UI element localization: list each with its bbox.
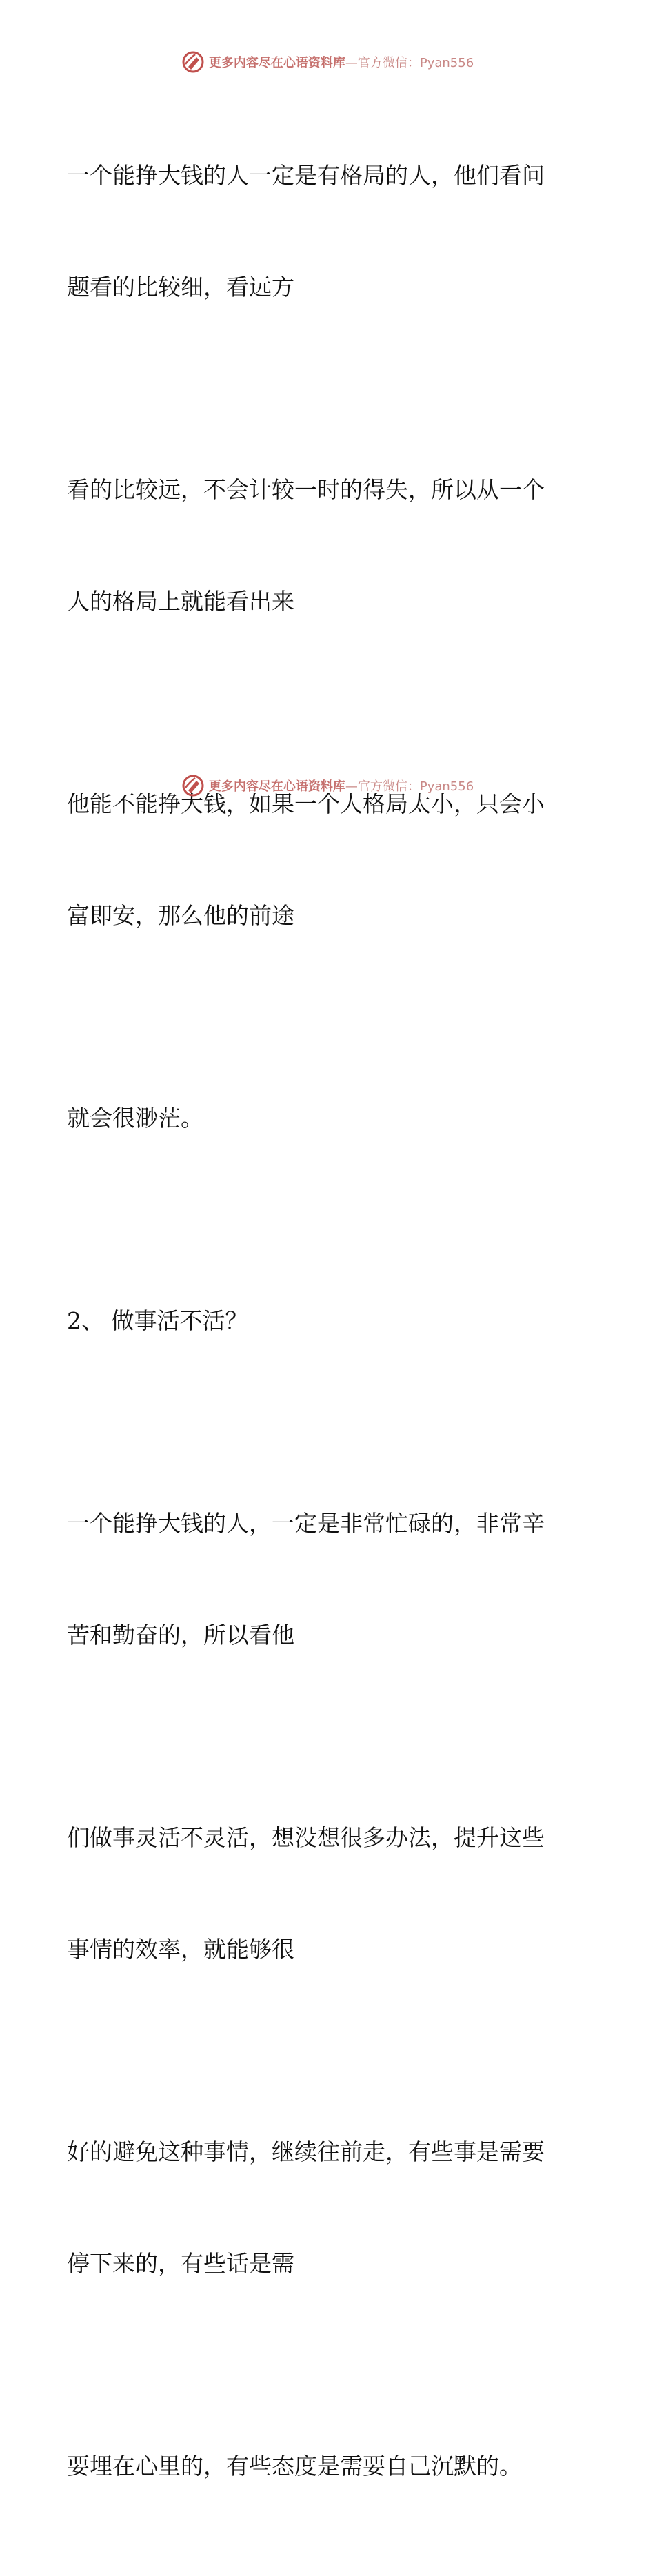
header-banner-official: 官方微信：Pyan556: [357, 56, 474, 70]
text-line: 看的比较远，不会计较一时的得失，所以从一个: [67, 476, 545, 503]
paragraph-1: [67, 83, 577, 380]
paragraph-5: [67, 1431, 577, 1728]
text-line: 们做事灵活不灵活，想没想很多办法，提升这些: [67, 1824, 545, 1851]
paragraph-6: [67, 1745, 577, 2043]
text-line: 题看的比较细，看远方: [67, 274, 294, 300]
text-line: 2、 做事活不活？: [67, 1307, 248, 1334]
text-line: 好的避免这种事情，继续往前走，有些事是需要: [67, 2138, 545, 2165]
header-banner-title: 更多内容尽在心语资料库: [208, 56, 345, 70]
paragraph-4: [67, 1025, 577, 1212]
paragraph-7: [67, 2059, 577, 2357]
footer-banner-title: 更多内容尽在心语资料库: [208, 779, 345, 794]
document-body: [67, 83, 577, 2576]
text-line: 一个能挣大钱的人一定是有格局的人，他们看问: [67, 162, 545, 189]
paragraph-3: [67, 711, 577, 1009]
text-line: 苦和勤奋的，所以看他: [67, 1622, 294, 1648]
paragraph-2: [67, 397, 577, 695]
section-heading: [67, 1228, 577, 1414]
footer-banner: [0, 772, 655, 799]
pen-nib-logo-icon: [181, 50, 205, 74]
text-line: 他能不能挣大钱，如果一个人格局太小，只会小: [67, 790, 545, 817]
text-line: 要埋在心里的，有些态度是需要自己沉默的。: [67, 2453, 522, 2480]
header-banner-text: [209, 53, 474, 71]
footer-banner-official: 官方微信：Pyan556: [357, 779, 474, 794]
text-line: 人的格局上就能看出来: [67, 588, 294, 615]
header-banner: [0, 48, 655, 76]
text-line: 事情的效率，就能够很: [67, 1936, 294, 1963]
text-line: 一个能挣大钱的人，一定是非常忙碌的，非常辛: [67, 1510, 545, 1537]
footer-banner-dash: —: [345, 779, 358, 794]
text-line: 就会很渺茫。: [67, 1105, 203, 1132]
pen-nib-logo-icon: [181, 774, 205, 797]
footer-banner-text: [209, 777, 474, 795]
text-line: 停下来的，有些话是需: [67, 2250, 294, 2277]
header-banner-dash: —: [345, 56, 358, 70]
paragraph-8: [67, 2373, 577, 2559]
text-line: 富即安，那么他的前途: [67, 902, 294, 929]
